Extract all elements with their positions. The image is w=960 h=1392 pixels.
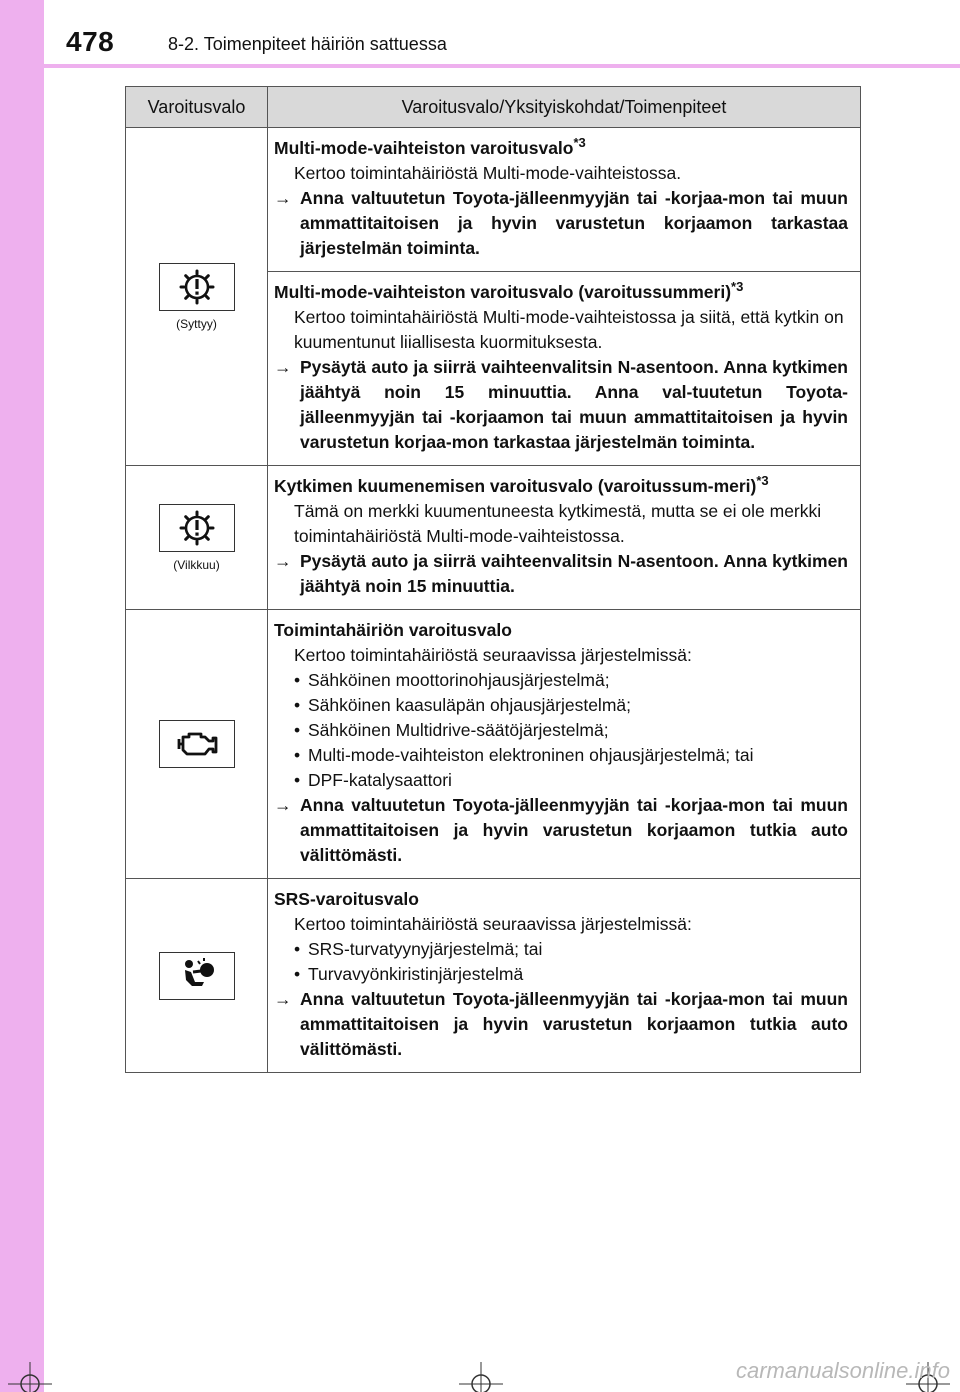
list-item: • Turvavyönkiristinjärjestelmä: [274, 962, 848, 987]
footnote-ref: *3: [731, 279, 744, 295]
description-text: Kertoo toimintahäiriöstä Multi-mode-vaihteistossa.: [294, 163, 682, 183]
engine-check-icon: [159, 720, 235, 768]
list-item: • Sähköinen Multidrive-säätöjärjestelmä;: [274, 718, 848, 743]
list-item: • SRS-turvatyynyjärjestelmä; tai: [274, 937, 848, 962]
warning-title: [274, 280, 848, 305]
section-title: 8-2. Toimenpiteet häiriön sattuessa: [168, 34, 447, 54]
list-item: • Multi-mode-vaihteiston elektroninen ohjausjärjestelmä; tai: [274, 743, 848, 768]
warning-title-text: Multi-mode-vaihteiston varoitusvalo (varoitussummeri): [274, 282, 732, 302]
crop-mark-center: [459, 1362, 503, 1392]
action-text: Pysäytä auto ja siirrä vaihteenvalitsin N-asentoon. Anna kytkimen jäähtyä noin 15 minuuttia. Anna val-tuutetun Toyota-jälleenmyyjän tai -korjaamon tai muun ammattitaitoisen ja hyvin varustetun korjaa-mon tarkastaa järjestelmän toiminta.: [300, 357, 848, 452]
action-instruction: [274, 355, 848, 455]
warning-title-text: Multi-mode-vaihteiston varoitusvalo: [274, 138, 574, 158]
table-row: [126, 466, 861, 610]
clutch-overheat-icon: [159, 504, 235, 552]
warning-title-text: SRS-varoitusvalo: [274, 889, 419, 909]
footnote-ref: *3: [756, 473, 769, 489]
table-header-row: [126, 87, 861, 128]
crop-mark-left: [8, 1362, 52, 1392]
action-instruction: [274, 186, 848, 261]
warning-title-text: Kytkimen kuumenemisen varoitusvalo (varoitussum-meri): [274, 476, 757, 496]
warning-title: [274, 136, 848, 161]
warning-light-cell: [126, 466, 268, 610]
action-instruction: [274, 987, 848, 1062]
description-text: Kertoo toimintahäiriöstä Multi-mode-vaihteistossa ja siitä, että kytkin on kuumentunut liiallisesta kuormituksesta.: [294, 307, 844, 352]
action-instruction: [274, 793, 848, 868]
table-row: [126, 128, 861, 272]
warning-title: [274, 887, 848, 912]
arrow-icon: →: [274, 551, 292, 571]
action-text: Pysäytä auto ja siirrä vaihteenvalitsin N-asentoon. Anna kytkimen jäähtyä noin 15 minuuttia.: [300, 551, 848, 596]
warning-light-cell: [126, 128, 268, 466]
arrow-icon: →: [274, 795, 292, 815]
column-header-light: Varoitusvalo: [126, 87, 268, 128]
footnote-ref: *3: [573, 135, 586, 151]
arrow-icon: →: [274, 989, 292, 1009]
warning-light-table: [125, 86, 861, 1073]
transmission-warning-icon: [159, 263, 235, 311]
icon-caption: (Syttyy): [176, 316, 217, 331]
warning-title-text: Toimintahäiriön varoitusvalo: [274, 620, 512, 640]
action-text: Anna valtuutetun Toyota-jälleenmyyjän tai -korjaa-mon tai muun ammattitaitoisen ja hyvin varustetun korjaamon tarkastaa järjestelmän toiminta.: [300, 188, 848, 258]
list-item: • Sähköinen moottorinohjausjärjestelmä;: [274, 668, 848, 693]
header-rule: [44, 64, 960, 68]
warning-title: [274, 618, 848, 643]
description-cell: [268, 879, 861, 1073]
action-text: Anna valtuutetun Toyota-jälleenmyyjän tai -korjaa-mon tai muun ammattitaitoisen ja hyvin varustetun korjaamon tutkia auto välittömästi.: [300, 795, 848, 865]
description-text: Kertoo toimintahäiriöstä seuraavissa järjestelmissä:: [294, 914, 692, 934]
arrow-icon: →: [274, 357, 292, 377]
srs-airbag-icon: [159, 952, 235, 1000]
description-cell: [268, 610, 861, 879]
list-item: • Sähköinen kaasuläpän ohjausjärjestelmä;: [274, 693, 848, 718]
description-text: Tämä on merkki kuumentuneesta kytkimestä, mutta se ei ole merkki toimintahäiriöstä Multi-mode-vaihteistossa.: [294, 501, 822, 546]
warning-light-cell: [126, 879, 268, 1073]
warning-light-cell: [126, 610, 268, 879]
warning-title: [274, 474, 848, 499]
action-instruction: [274, 549, 848, 599]
column-header-details: Varoitusvalo/Yksityiskohdat/Toimenpiteet: [268, 87, 861, 128]
description-cell: [268, 272, 861, 466]
list-item: • DPF-katalysaattori: [274, 768, 848, 793]
description-cell: [268, 128, 861, 272]
table-row: [126, 610, 861, 879]
table-row: [126, 879, 861, 1073]
arrow-icon: →: [274, 188, 292, 208]
icon-caption: (Vilkkuu): [173, 557, 220, 572]
chapter-color-strip: [0, 0, 44, 1392]
page-number: 478: [66, 26, 115, 57]
watermark: carmanualsonline.info: [735, 1358, 950, 1383]
action-text: Anna valtuutetun Toyota-jälleenmyyjän tai -korjaa-mon tai muun ammattitaitoisen ja hyvin varustetun korjaamon tutkia auto välittömästi.: [300, 989, 848, 1059]
description-cell: [268, 466, 861, 610]
description-text: Kertoo toimintahäiriöstä seuraavissa järjestelmissä:: [294, 645, 692, 665]
